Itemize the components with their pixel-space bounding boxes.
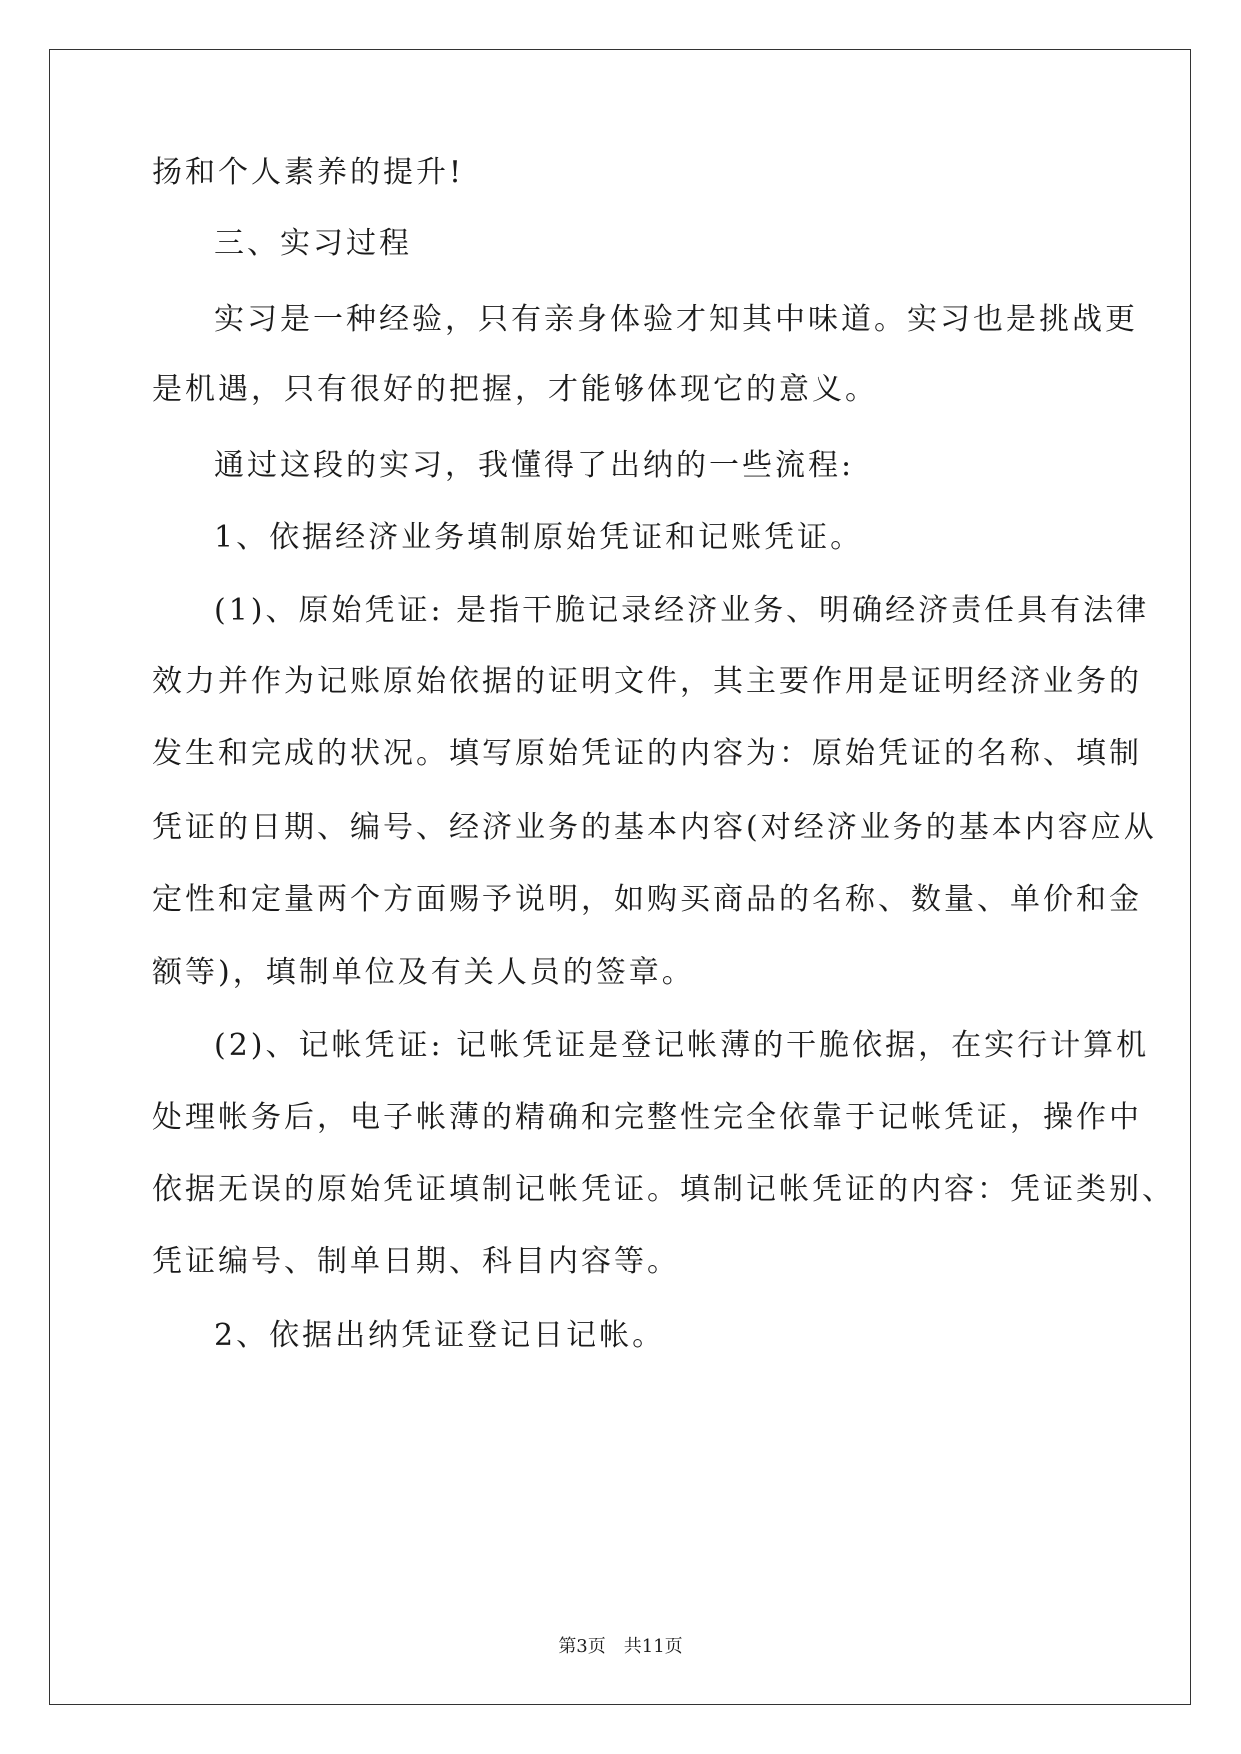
paragraph-line: 发生和完成的状况。填写原始凭证的内容为：原始凭证的名称、填制 [152,736,1142,771]
paragraph-line: 凭证编号、制单日期、科目内容等。 [152,1244,680,1279]
paragraph-line: 凭证的日期、编号、经济业务的基本内容(对经济业务的基本内容应从 [152,810,1157,845]
paragraph-line: (1)、原始凭证: 是指干脆记录经济业务、明确经济责任具有法律 [214,593,1150,628]
paragraph-line: 处理帐务后，电子帐薄的精确和完整性完全依靠于记帐凭证，操作中 [152,1100,1142,1135]
paragraph-line: 效力并作为记账原始依据的证明文件，其主要作用是证明经济业务的 [152,664,1142,699]
paragraph-line: 依据无误的原始凭证填制记帐凭证。填制记帐凭证的内容：凭证类别、 [152,1172,1175,1207]
list-item-heading: 1、依据经济业务填制原始凭证和记账凭证。 [214,520,864,555]
page-border [49,49,1191,1705]
paragraph-line: 定性和定量两个方面赐予说明，如购买商品的名称、数量、单价和金 [152,882,1142,917]
paragraph-line: 实习是一种经验，只有亲身体验才知其中味道。实习也是挑战更 [214,302,1138,337]
page-number: 第3页 共11页 [558,1636,683,1657]
section-heading: 三、实习过程 [214,226,412,261]
paragraph-line: 是机遇，只有很好的把握，才能够体现它的意义。 [152,372,878,407]
paragraph-line: (2)、记帐凭证: 记帐凭证是登记帐薄的干脆依据，在实行计算机 [214,1028,1150,1063]
paragraph-line: 通过这段的实习，我懂得了出纳的一些流程: [214,448,855,483]
list-item-heading: 2、依据出纳凭证登记日记帐。 [214,1318,666,1353]
paragraph-line: 扬和个人素养的提升! [152,155,465,190]
paragraph-line: 额等)，填制单位及有关人员的签章。 [152,955,695,990]
